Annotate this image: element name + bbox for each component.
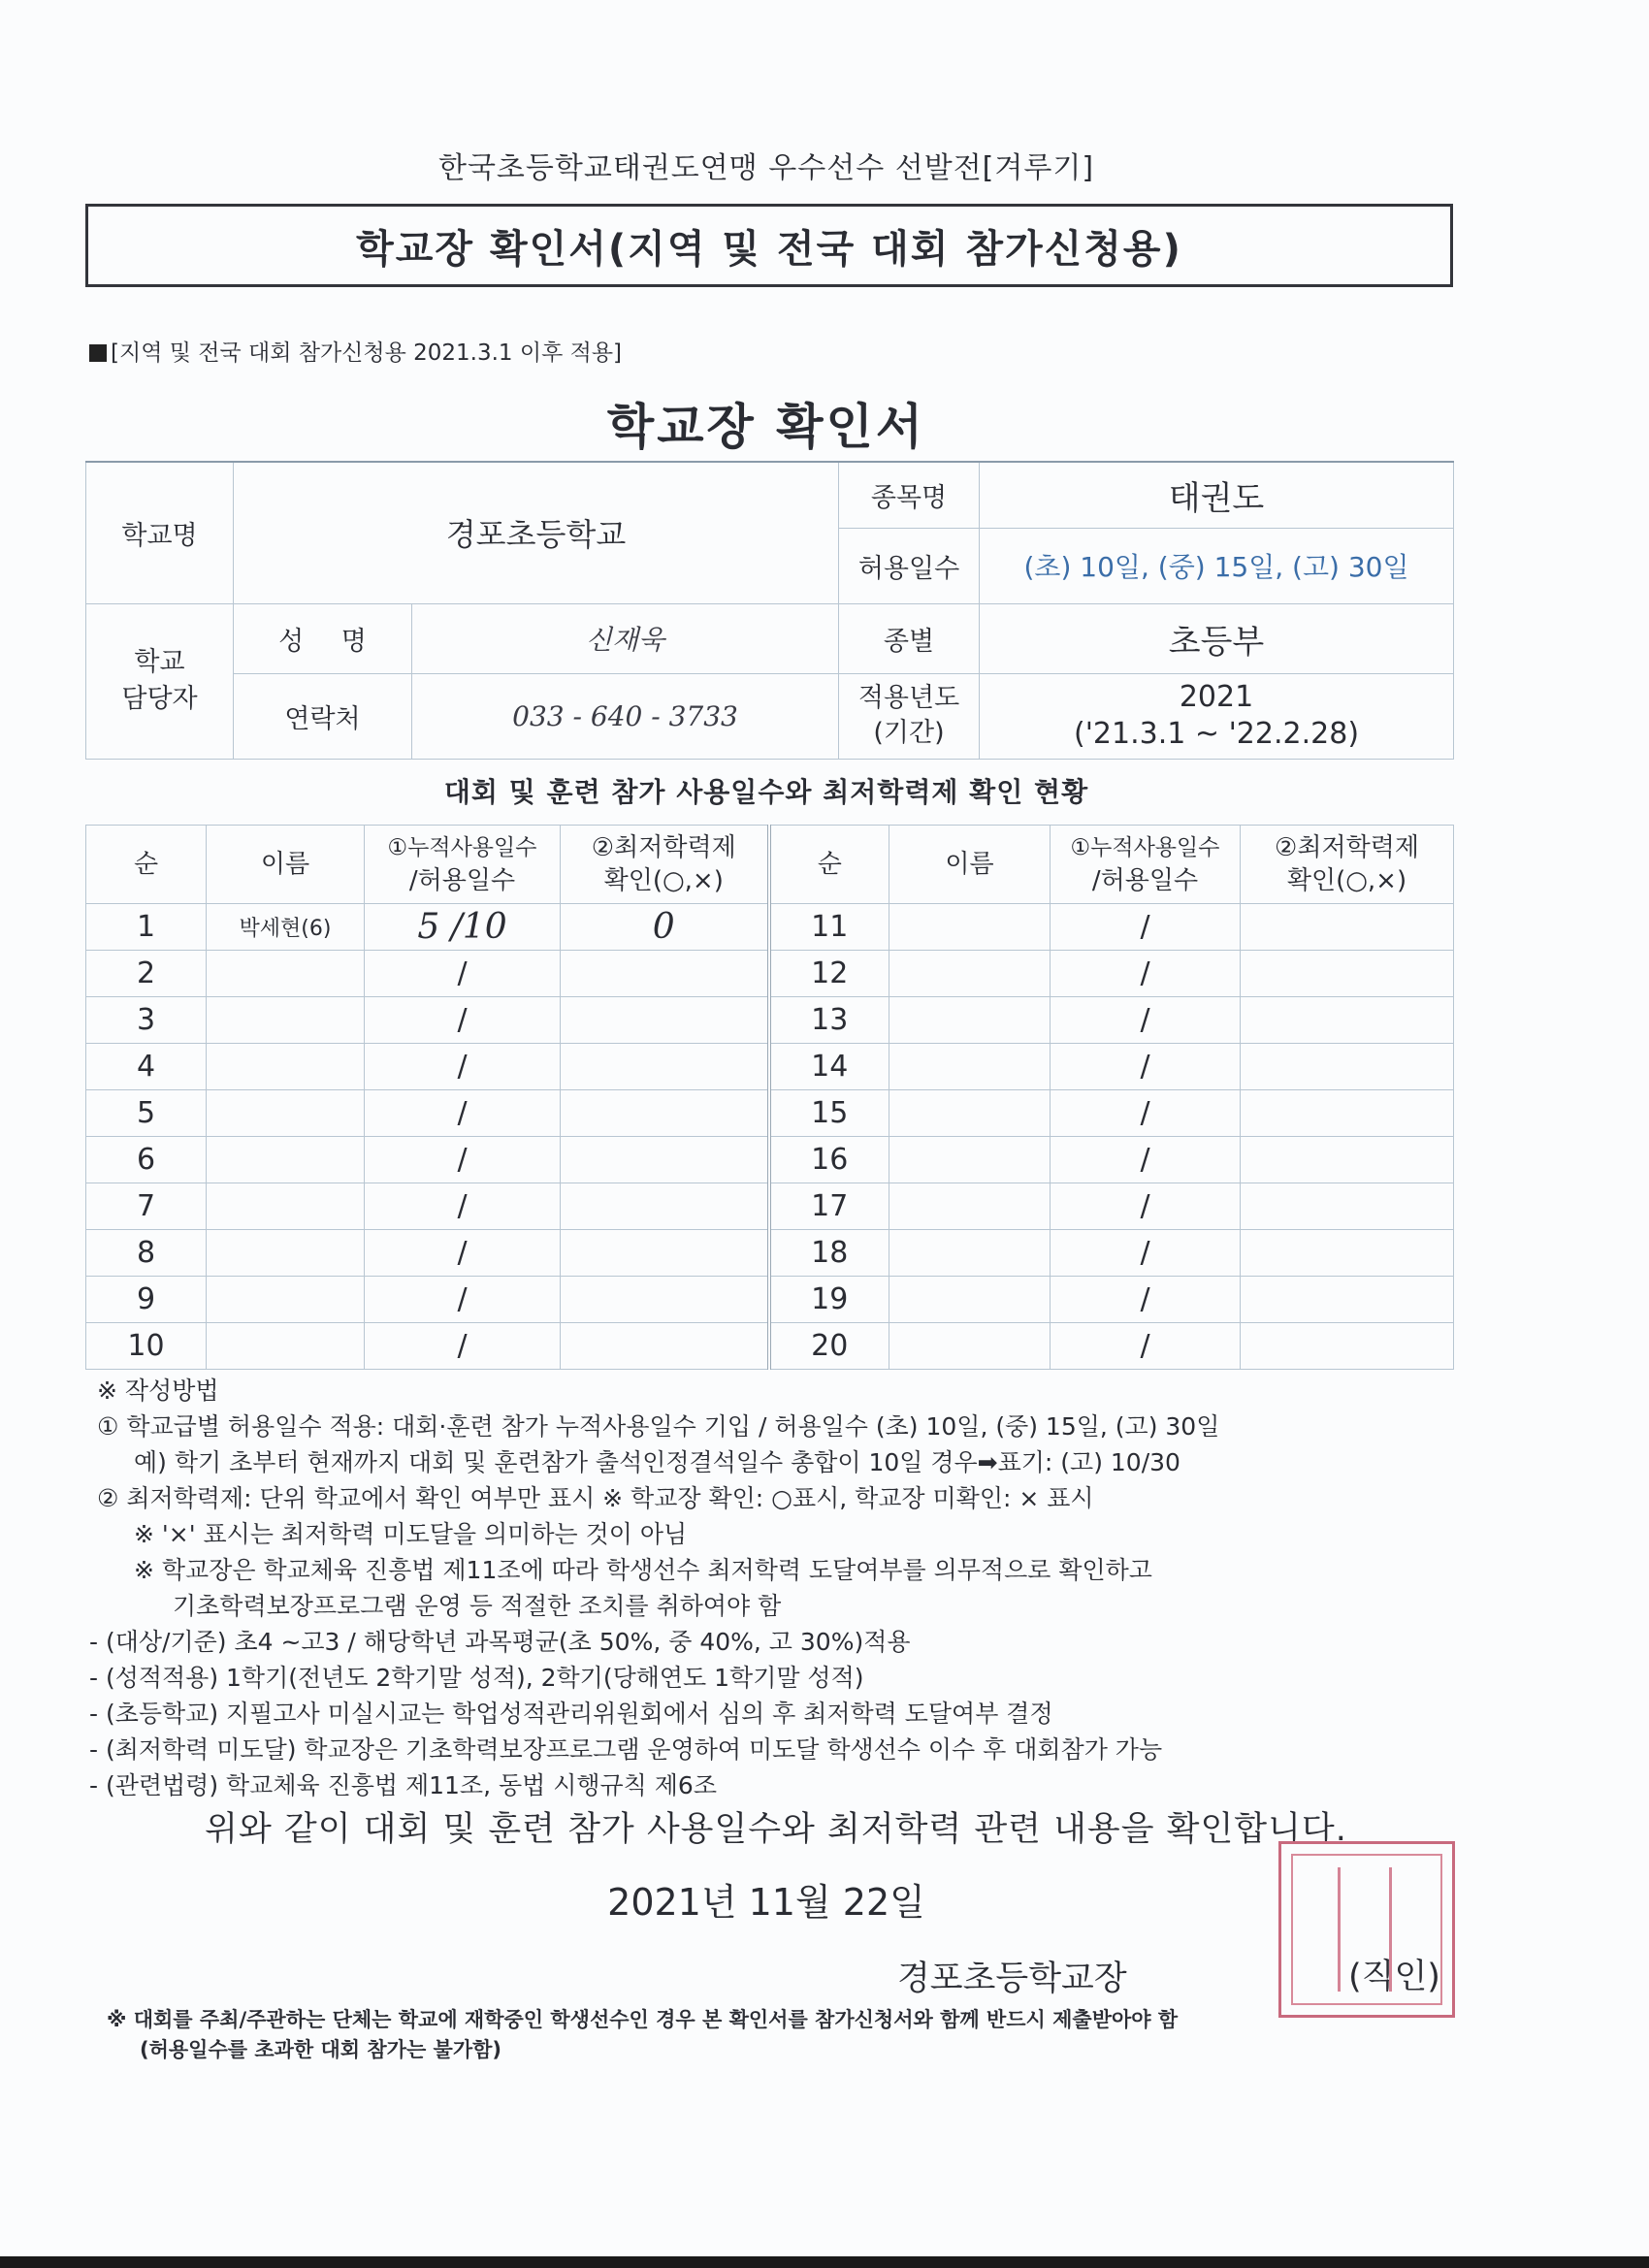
row-name: [207, 951, 365, 997]
method-line-7: - (대상/기준) 초4 ~고3 / 해당학년 과목평균(초 50%, 중 40%, 고 30%)적용: [89, 1628, 911, 1656]
method-line-2: 예) 학기 초부터 현재까지 대회 및 훈련참가 출석인정결석일수 총합이 10일 경우➡표기: (고) 10/30: [134, 1448, 1180, 1476]
row-days: /: [1051, 1137, 1241, 1183]
row-check: [561, 1323, 769, 1370]
principal-name: 경포초등학교장: [897, 1960, 1127, 1998]
row-name: [207, 1137, 365, 1183]
row-no: 2: [86, 951, 207, 997]
row-check: 0: [561, 904, 769, 951]
row-name: [889, 904, 1051, 951]
square-bullet-icon: [89, 344, 107, 362]
apply-note-text: [지역 및 전국 대회 참가신청용 2021.3.1 이후 적용]: [111, 340, 623, 366]
row-name: [207, 1090, 365, 1137]
allowed-days-value: (초) 10일, (중) 15일, (고) 30일: [980, 528, 1454, 603]
period-value: ('21.3.1 ~ '22.2.28): [1073, 717, 1360, 751]
row-no: 19: [769, 1277, 889, 1323]
row-no: 20: [769, 1323, 889, 1370]
contact-name-handwritten: 신재욱: [412, 603, 839, 673]
method-line-9: - (초등학교) 지필고사 미실시교는 학업성적관리위원회에서 심의 후 최저학력 도달여부 결정: [89, 1700, 1053, 1728]
header-no: 순: [86, 826, 207, 904]
header-days-line1-2: ①누적사용일수: [1070, 835, 1220, 860]
row-check: [561, 1230, 769, 1277]
period-label: (기간): [873, 718, 945, 748]
school-label: 학교명: [86, 462, 234, 603]
header-days-line1: ①누적사용일수: [387, 835, 537, 860]
row-check: [561, 1090, 769, 1137]
footnote: [107, 2005, 1178, 2065]
table-row: [86, 1230, 1454, 1277]
table-row: [86, 1044, 1454, 1090]
row-check: [561, 997, 769, 1044]
info-table: [85, 461, 1454, 760]
year-label: 적용년도: [857, 683, 960, 713]
row-name: [207, 1277, 365, 1323]
row-check: [1241, 1183, 1454, 1230]
row-no: 15: [769, 1090, 889, 1137]
event-label: 종목명: [839, 462, 980, 528]
row-no: 14: [769, 1044, 889, 1090]
table-row: [86, 1277, 1454, 1323]
row-no: 18: [769, 1230, 889, 1277]
row-check: [1241, 1090, 1454, 1137]
row-name: [889, 951, 1051, 997]
row-no: 11: [769, 904, 889, 951]
row-no: 3: [86, 997, 207, 1044]
row-name: [207, 997, 365, 1044]
table-row: [86, 1323, 1454, 1370]
method-line-8: - (성적적용) 1학기(전년도 2학기말 성적), 2학기(당해연도 1학기말 성적): [89, 1664, 864, 1692]
row-name: [207, 1230, 365, 1277]
seal-mark: (직인): [1348, 1958, 1440, 1996]
writing-method: [89, 1373, 1474, 1803]
header-check-line1: ②최저학력제: [591, 833, 736, 862]
row-name: [889, 1137, 1051, 1183]
row-name: [889, 1277, 1051, 1323]
row-check: [1241, 1044, 1454, 1090]
row-no: 13: [769, 997, 889, 1044]
header-check-2: [1241, 826, 1454, 904]
row-check: [1241, 904, 1454, 951]
row-days: /: [1051, 904, 1241, 951]
method-title: ※ 작성방법: [97, 1377, 219, 1405]
row-check: [561, 1137, 769, 1183]
year-label-cell: [839, 673, 980, 759]
row-name: [889, 997, 1051, 1044]
row-check: [561, 1044, 769, 1090]
header-name: 이름: [207, 826, 365, 904]
row-days: /: [365, 1044, 561, 1090]
row-days: /: [365, 1230, 561, 1277]
table-row: [86, 1090, 1454, 1137]
row-no: 7: [86, 1183, 207, 1230]
row-no: 4: [86, 1044, 207, 1090]
row-no: 17: [769, 1183, 889, 1230]
roster-table: [85, 825, 1454, 1370]
row-days: /: [365, 1090, 561, 1137]
row-no: 6: [86, 1137, 207, 1183]
row-no: 16: [769, 1137, 889, 1183]
row-days: /: [1051, 1277, 1241, 1323]
row-name: [889, 1230, 1051, 1277]
row-check: [1241, 951, 1454, 997]
row-name: [207, 1183, 365, 1230]
row-days: 5 /10: [365, 904, 561, 951]
row-days: /: [365, 1183, 561, 1230]
name-label: 성 명: [234, 603, 412, 673]
header-check-line2-2: 확인(○,×): [1286, 866, 1407, 895]
method-line-1: ① 학교급별 허용일수 적용: 대회·훈련 참가 누적사용일수 기입 / 허용일수 (초) 10일, (중) 15일, (고) 30일: [97, 1412, 1220, 1441]
table-row: [86, 997, 1454, 1044]
year-value: 2021: [1179, 680, 1254, 714]
event-value: 태권도: [980, 462, 1454, 528]
allowed-days-label: 허용일수: [839, 528, 980, 603]
header-days: [365, 826, 561, 904]
row-no: 1: [86, 904, 207, 951]
row-days: /: [1051, 1323, 1241, 1370]
method-line-4: ※ '×' 표시는 최저학력 미도달을 의미하는 것이 아님: [134, 1520, 688, 1548]
doc-title: 학교장 확인서: [606, 399, 926, 455]
form-title-box: [85, 204, 1453, 287]
row-check: [1241, 1277, 1454, 1323]
row-days: /: [365, 997, 561, 1044]
table-row: [86, 904, 1454, 951]
header-name-2: 이름: [889, 826, 1051, 904]
footnote-line-2: (허용일수를 초과한 대회 참가는 불가함): [140, 2038, 502, 2061]
row-no: 5: [86, 1090, 207, 1137]
row-days: /: [365, 951, 561, 997]
row-check: [1241, 997, 1454, 1044]
row-days: /: [1051, 1230, 1241, 1277]
footnote-line-1: ※ 대회를 주최/주관하는 단체는 학교에 재학중인 학생선수인 경우 본 확인서를 참가신청서와 함께 반드시 제출받아야 함: [107, 2008, 1179, 2031]
form-title: 학교장 확인서(지역 및 전국 대회 참가신청용): [356, 226, 1182, 272]
roster-header-row: [86, 826, 1454, 904]
division-value: 초등부: [980, 603, 1454, 673]
method-line-6: 기초학력보장프로그램 운영 등 적절한 조치를 취하여야 함: [173, 1592, 782, 1620]
row-name: [889, 1090, 1051, 1137]
row-no: 9: [86, 1277, 207, 1323]
header-check-line2: 확인(○,×): [603, 866, 724, 895]
table-row: [86, 1137, 1454, 1183]
row-no: 10: [86, 1323, 207, 1370]
row-check: [1241, 1230, 1454, 1277]
table-row: [86, 951, 1454, 997]
row-check: [561, 1183, 769, 1230]
header-days-line2: /허용일수: [408, 866, 516, 895]
row-check: [1241, 1323, 1454, 1370]
header-days-line2-2: /허용일수: [1091, 866, 1199, 895]
confirmation-text: 위와 같이 대회 및 훈련 참가 사용일수와 최저학력 관련 내용을 확인합니다.: [205, 1810, 1347, 1849]
row-days: /: [365, 1137, 561, 1183]
phone-label: 연락처: [234, 673, 412, 759]
header-check-line1-2: ②최저학력제: [1275, 833, 1419, 862]
scan-edge: [0, 2256, 1649, 2268]
table-row: [86, 1183, 1454, 1230]
method-line-3: ② 최저학력제: 단위 학교에서 확인 여부만 표시 ※ 학교장 확인: ○표시, 학교장 미확인: × 표시: [97, 1484, 1094, 1512]
contact-label: 학교 담당자: [86, 603, 234, 759]
row-check: [561, 951, 769, 997]
year-value-cell: [980, 673, 1454, 759]
row-name: [207, 1323, 365, 1370]
header-days-2: [1051, 826, 1241, 904]
method-line-10: - (최저학력 미도달) 학교장은 기초학력보장프로그램 운영하여 미도달 학생선수 이수 후 대회참가 가능: [89, 1735, 1163, 1764]
row-name: [889, 1044, 1051, 1090]
row-days: /: [1051, 1183, 1241, 1230]
row-name: [889, 1183, 1051, 1230]
row-days: /: [365, 1277, 561, 1323]
row-no: 8: [86, 1230, 207, 1277]
method-line-11: - (관련법령) 학교체육 진흥법 제11조, 동법 시행규칙 제6조: [89, 1771, 717, 1799]
header-check: [561, 826, 769, 904]
apply-note: [89, 335, 622, 367]
row-check: [561, 1277, 769, 1323]
header-no-2: 순: [769, 826, 889, 904]
row-days: /: [365, 1323, 561, 1370]
row-days: /: [1051, 1090, 1241, 1137]
school-value: 경포초등학교: [234, 462, 839, 603]
league-title: 한국초등학교태권도연맹 우수선수 선발전[겨루기]: [437, 151, 1095, 185]
issue-date: 2021년 11월 22일: [607, 1881, 925, 1924]
row-no: 12: [769, 951, 889, 997]
row-days: /: [1051, 951, 1241, 997]
row-name: [889, 1323, 1051, 1370]
status-title: 대회 및 훈련 참가 사용일수와 최저학력제 확인 현황: [443, 776, 1089, 808]
contact-phone-handwritten: 033 - 640 - 3733: [412, 673, 839, 759]
row-days: /: [1051, 1044, 1241, 1090]
row-name: 박세현(6): [207, 904, 365, 951]
row-name: [207, 1044, 365, 1090]
division-label: 종별: [839, 603, 980, 673]
method-line-5: ※ 학교장은 학교체육 진흥법 제11조에 따라 학생선수 최저학력 도달여부를 의무적으로 확인하고: [134, 1556, 1152, 1584]
row-check: [1241, 1137, 1454, 1183]
row-days: /: [1051, 997, 1241, 1044]
